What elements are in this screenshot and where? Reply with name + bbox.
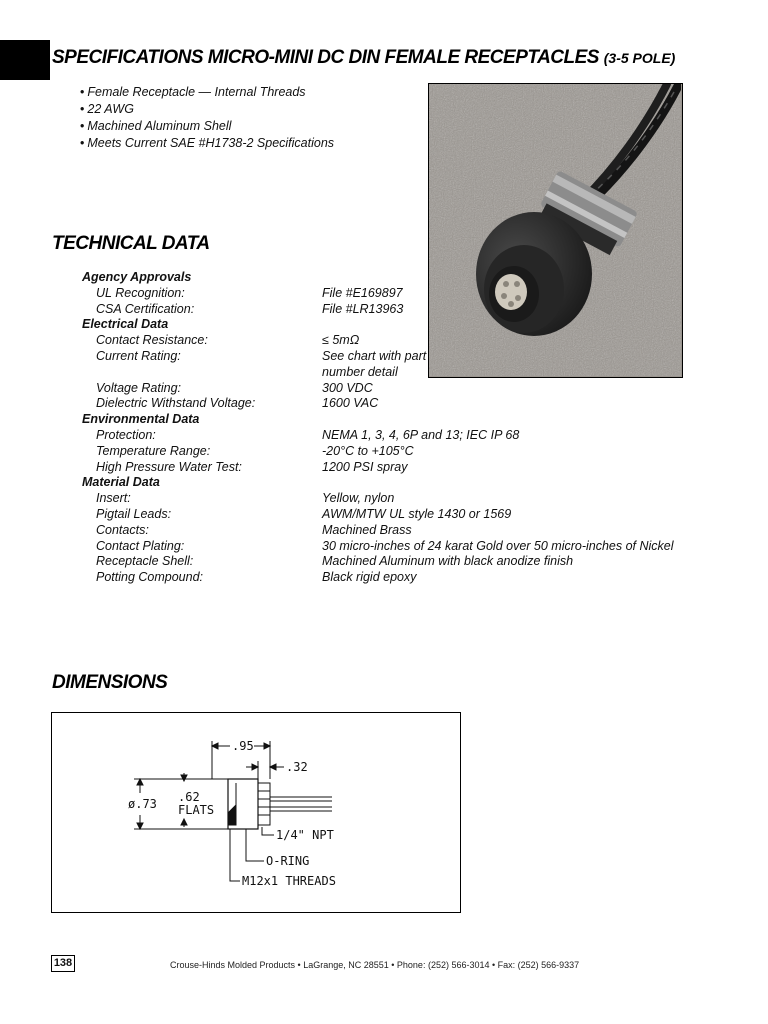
spec-label: Contact Resistance:: [96, 333, 208, 348]
spec-value: 300 VDC: [322, 380, 373, 395]
dimension-drawing-svg: [52, 713, 460, 912]
body-hatch: [228, 805, 236, 825]
spec-row: [82, 539, 722, 555]
spec-row: [82, 302, 722, 318]
dimension-label-threads: M12x1 THREADS: [242, 874, 336, 888]
technical-data-heading: TECHNICAL DATA: [52, 233, 210, 254]
spec-value: Black rigid epoxy: [322, 570, 417, 585]
spec-label: Potting Compound:: [96, 570, 204, 585]
spec-group-title: Electrical Data: [82, 317, 169, 332]
spec-value: See chart with part number detail: [322, 348, 427, 379]
spec-label: High Pressure Water Test:: [96, 459, 242, 474]
leader-line-threads: [230, 829, 240, 881]
spec-label: Contact Plating:: [96, 538, 185, 553]
dimensions-heading: DIMENSIONS: [52, 672, 168, 693]
arrowhead: [212, 743, 218, 749]
section-tab-marker: [0, 40, 50, 80]
spec-label: Current Rating:: [96, 348, 181, 363]
spec-value: Yellow, nylon: [322, 491, 395, 506]
dimension-label-nut: .32: [286, 760, 308, 774]
arrowhead: [181, 819, 187, 825]
arrowhead: [270, 764, 276, 770]
dimension-label-length: .95: [232, 739, 254, 753]
spec-row: [82, 349, 722, 381]
leader-line-npt: [262, 827, 274, 835]
spec-value: ≤ 5mΩ: [322, 333, 360, 348]
spec-row: [82, 507, 722, 523]
spec-value: 1600 VAC: [322, 396, 379, 411]
spec-row: [82, 570, 722, 586]
arrowhead: [137, 779, 143, 785]
spec-label: Dielectric Withstand Voltage:: [96, 396, 256, 411]
spec-value: File #LR13963: [322, 301, 404, 316]
spec-value: 30 micro-inches of 24 karat Gold over 50 micro-inches of Nickel: [322, 538, 674, 553]
footer-contact: Crouse-Hinds Molded Products • LaGrange, NC 28551 • Phone: (252) 566-3014 • Fax: (252) 566-9337: [170, 960, 580, 970]
spec-label: Receptacle Shell:: [96, 554, 194, 569]
spec-group-electrical-data: [82, 317, 722, 412]
spec-row: [82, 491, 722, 507]
dimension-label-flats: FLATS: [178, 803, 215, 817]
nut-outline: [258, 783, 270, 825]
spec-value: Machined Aluminum with black anodize finish: [322, 554, 574, 569]
spec-row: [82, 381, 722, 397]
spec-value: Machined Brass: [322, 522, 412, 537]
spec-row: [82, 333, 722, 349]
dimension-label-oring: O-RING: [266, 854, 310, 868]
feature-item: • 22 AWG: [80, 101, 334, 118]
page-title-subtitle: (3-5 POLE): [603, 50, 676, 66]
arrowhead: [264, 743, 270, 749]
spec-label: Pigtail Leads:: [96, 506, 172, 521]
spec-value: File #E169897: [322, 285, 403, 300]
spec-label: Protection:: [96, 427, 156, 442]
spec-row: [82, 444, 722, 460]
spec-label: CSA Certification:: [96, 301, 195, 316]
spec-label: Insert:: [96, 491, 131, 506]
dimension-label-diameter: ø.73: [128, 797, 157, 811]
spec-group-title: Agency Approvals: [82, 270, 192, 284]
spec-row: [82, 396, 722, 412]
spec-value: -20°C to +105°C: [322, 443, 414, 458]
arrowhead: [181, 775, 187, 781]
spec-group-environmental-data: [82, 412, 722, 475]
spec-row: [82, 460, 722, 476]
spec-value: AWM/MTW UL style 1430 or 1569: [322, 506, 512, 521]
spec-group-title: Environmental Data: [82, 412, 200, 427]
spec-row: [82, 523, 722, 539]
spec-row: [82, 554, 722, 570]
spec-label: Contacts:: [96, 522, 149, 537]
page-title-main: SPECIFICATIONS MICRO-MINI DC DIN FEMALE RECEPTACLES: [52, 47, 599, 68]
dimension-label-npt: 1/4" NPT: [276, 828, 334, 842]
spec-row: [82, 286, 722, 302]
page-number: 138: [51, 955, 75, 972]
dimension-drawing: [51, 712, 461, 913]
feature-item: • Female Receptacle — Internal Threads: [80, 84, 334, 101]
spec-row: [82, 428, 722, 444]
arrowhead: [137, 823, 143, 829]
spec-group-title: Material Data: [82, 475, 160, 490]
spec-label: Temperature Range:: [96, 443, 211, 458]
spec-value: 1200 PSI spray: [322, 459, 408, 474]
technical-data-table: [82, 270, 722, 586]
arrowhead: [252, 764, 258, 770]
spec-value: NEMA 1, 3, 4, 6P and 13; IEC IP 68: [322, 427, 520, 442]
feature-item: • Meets Current SAE #H1738-2 Specifications: [80, 135, 334, 152]
leader-line-oring: [246, 829, 264, 861]
spec-label: Voltage Rating:: [96, 380, 182, 395]
spec-label: UL Recognition:: [96, 285, 185, 300]
page-title: [52, 47, 675, 69]
feature-list: [80, 84, 334, 152]
feature-item: • Machined Aluminum Shell: [80, 118, 334, 135]
spec-group-material-data: [82, 475, 722, 586]
dimension-label-flats-value: .62: [178, 790, 200, 804]
spec-group-agency-approvals: [82, 270, 722, 317]
